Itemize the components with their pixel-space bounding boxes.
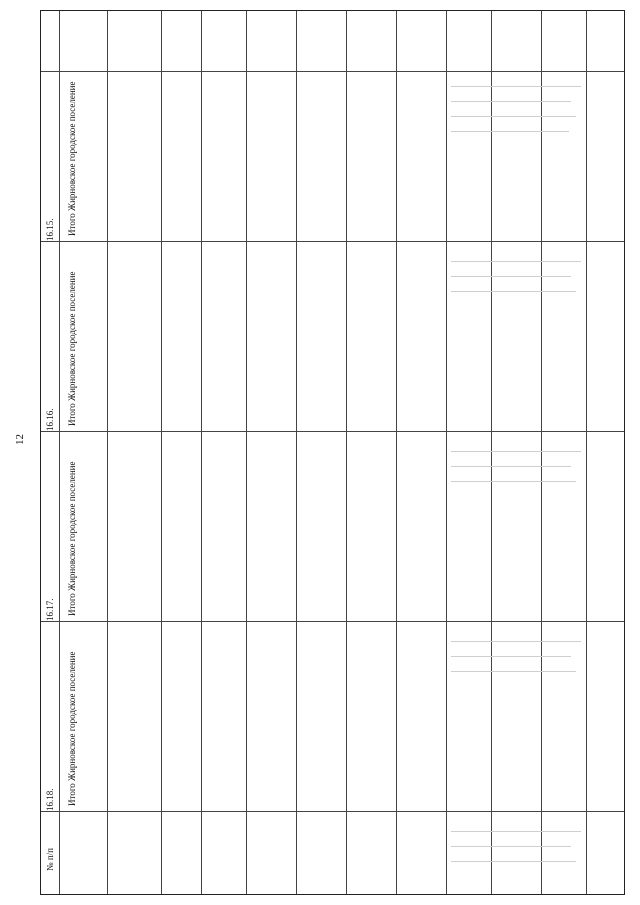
content-line [451,131,569,132]
section-label: Итого Жирновское городское поселение [67,461,77,616]
content-line [451,481,576,482]
content-line [451,116,576,117]
section-label: Итого Жирновское городское поселение [67,81,77,236]
content-line [451,261,581,262]
grid-vline [541,11,542,894]
grid-vline [446,11,447,894]
content-line [451,451,581,452]
grid-vline [396,11,397,894]
section-id: 16.18. [45,788,55,811]
grid-vline [59,11,60,894]
page-number: 12 [14,434,26,445]
content-line [451,291,576,292]
capital-repair-table [40,10,625,895]
section-id: 16.16. [45,408,55,431]
content-line [451,861,576,862]
content-line [451,846,571,847]
grid-vline [586,11,587,894]
grid-vline [107,11,108,894]
header-number: № п/п [45,848,55,871]
content-line [451,101,571,102]
grid-vline [201,11,202,894]
grid-vline [296,11,297,894]
grid-hline [41,71,624,72]
content-line [451,831,581,832]
grid-hline [41,241,624,242]
grid-hline [41,811,624,812]
content-line [451,671,576,672]
content-line [451,656,571,657]
section-label: Итого Жирновское городское поселение [67,651,77,806]
section-label: Итого Жирновское городское поселение [67,271,77,426]
content-line [451,86,581,87]
grid-vline [246,11,247,894]
content-line [451,466,571,467]
grid-vline [161,11,162,894]
grid-vline [491,11,492,894]
grid-vline [346,11,347,894]
section-id: 16.17. [45,598,55,621]
grid-hline [41,431,624,432]
section-id: 16.15. [45,218,55,241]
content-line [451,276,571,277]
grid-hline [41,621,624,622]
content-line [451,641,581,642]
